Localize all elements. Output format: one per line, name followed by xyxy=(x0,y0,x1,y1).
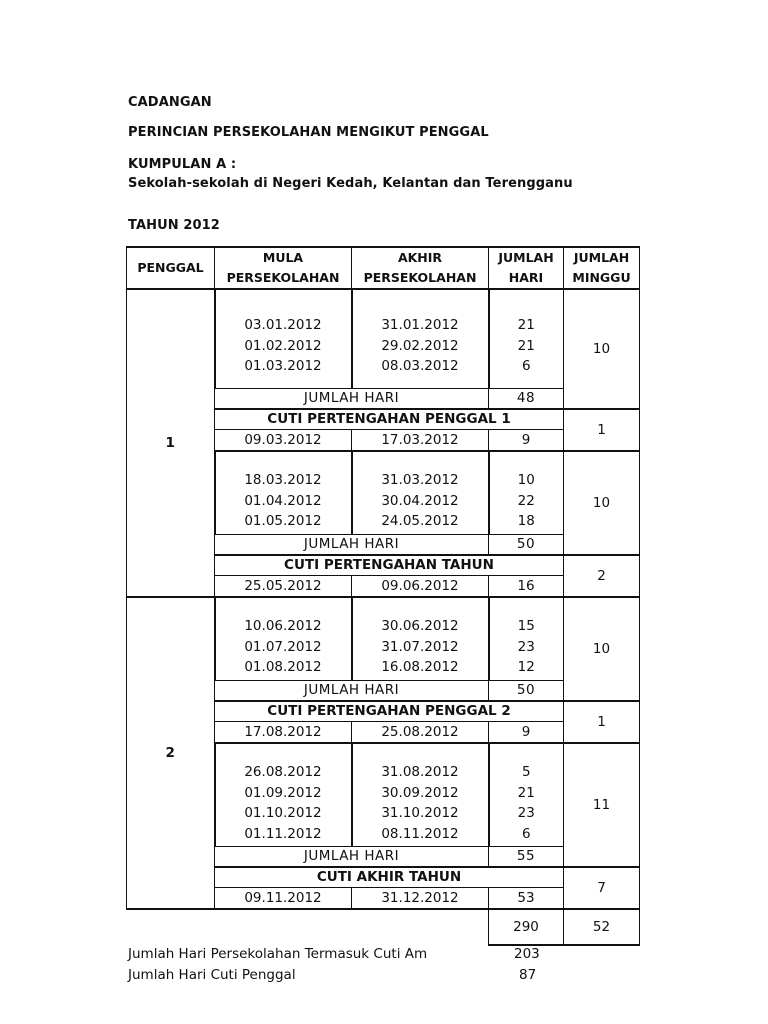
p1a-mula: 03.01.2012 01.02.2012 01.03.2012 xyxy=(215,289,352,389)
col-header-jumlah-minggu: JUMLAH MINGGU xyxy=(564,247,640,289)
p2b-jumlah-value: 55 xyxy=(489,847,564,868)
totals-row xyxy=(127,909,640,945)
p2-cuti2-akhir: 31.12.2012 xyxy=(352,888,489,910)
p1b-mula: 18.03.2012 01.04.2012 01.05.2012 xyxy=(215,451,352,535)
p1-cuti2-minggu: 2 xyxy=(564,555,640,597)
p2-cuti2-minggu: 7 xyxy=(564,867,640,909)
col-header-akhir: AKHIR PERSEKOLAHAN xyxy=(352,247,489,289)
p1b-hari: 10 22 18 xyxy=(489,451,564,535)
p2b-mula: 26.08.2012 01.09.2012 01.10.2012 01.11.2012 xyxy=(215,743,352,847)
p1-cuti2-title: CUTI PERTENGAHAN TAHUN xyxy=(215,555,564,576)
p2b-minggu: 11 xyxy=(564,743,640,867)
footer-label-2: Jumlah Hari Cuti Penggal xyxy=(128,967,296,983)
col-header-mula: MULA PERSEKOLAHAN xyxy=(215,247,352,289)
p2a-mula: 10.06.2012 01.07.2012 01.08.2012 xyxy=(215,597,352,681)
p1b-jumlah-value: 50 xyxy=(489,535,564,556)
p2a-minggu: 10 xyxy=(564,597,640,701)
col-header-penggal: PENGGAL xyxy=(127,247,215,289)
p2a-jumlah-value: 50 xyxy=(489,681,564,702)
p1-cuti1-title: CUTI PERTENGAHAN PENGGAL 1 xyxy=(215,409,564,430)
table-row xyxy=(127,289,640,389)
footer-value-1: 203 xyxy=(514,946,540,962)
p1-cuti1-akhir: 17.03.2012 xyxy=(352,430,489,452)
p1a-hari: 21 21 6 xyxy=(489,289,564,389)
p2-cuti2-hari: 53 xyxy=(489,888,564,910)
footer-value-2: 87 xyxy=(519,967,537,983)
p1-cuti1-hari: 9 xyxy=(489,430,564,452)
p1-cuti2-hari: 16 xyxy=(489,576,564,598)
total-hari: 290 xyxy=(489,909,564,945)
p2-cuti2-title: CUTI AKHIR TAHUN xyxy=(215,867,564,888)
p1-cuti2-akhir: 09.06.2012 xyxy=(352,576,489,598)
p1a-jumlah-label: JUMLAH HARI xyxy=(215,389,489,410)
table-header-row xyxy=(127,247,640,289)
p2-cuti1-minggu: 1 xyxy=(564,701,640,743)
p2a-hari: 15 23 12 xyxy=(489,597,564,681)
p1-cuti1-mula: 09.03.2012 xyxy=(215,430,352,452)
doc-label-cadangan: CADANGAN xyxy=(128,95,212,110)
penggal-1-cell: 1 xyxy=(127,289,215,597)
footer-label-1: Jumlah Hari Persekolahan Termasuk Cuti Am xyxy=(128,946,428,962)
total-minggu: 52 xyxy=(564,909,640,945)
p2-cuti1-title: CUTI PERTENGAHAN PENGGAL 2 xyxy=(215,701,564,722)
p1a-jumlah-value: 48 xyxy=(489,389,564,410)
p1b-jumlah-label: JUMLAH HARI xyxy=(215,535,489,556)
p1b-akhir: 31.03.2012 30.04.2012 24.05.2012 xyxy=(352,451,489,535)
p2-cuti1-akhir: 25.08.2012 xyxy=(352,722,489,744)
p1b-minggu: 10 xyxy=(564,451,640,555)
group-label: KUMPULAN A : xyxy=(128,157,237,172)
p2b-hari: 5 21 23 6 xyxy=(489,743,564,847)
year-heading: TAHUN 2012 xyxy=(128,218,220,233)
table-row xyxy=(127,597,640,681)
p2b-akhir: 31.08.2012 30.09.2012 31.10.2012 08.11.2012 xyxy=(352,743,489,847)
p2-cuti2-mula: 09.11.2012 xyxy=(215,888,352,910)
p1a-akhir: 31.01.2012 29.02.2012 08.03.2012 xyxy=(352,289,489,389)
p2b-jumlah-label: JUMLAH HARI xyxy=(215,847,489,868)
p2-cuti1-hari: 9 xyxy=(489,722,564,744)
doc-title: PERINCIAN PERSEKOLAHAN MENGIKUT PENGGAL xyxy=(128,125,489,140)
p2-cuti1-mula: 17.08.2012 xyxy=(215,722,352,744)
penggal-2-cell: 2 xyxy=(127,597,215,909)
p1-cuti2-mula: 25.05.2012 xyxy=(215,576,352,598)
p1a-minggu: 10 xyxy=(564,289,640,409)
p1-cuti1-minggu: 1 xyxy=(564,409,640,451)
col-header-jumlah-hari: JUMLAH HARI xyxy=(489,247,564,289)
schedule-table xyxy=(126,246,640,946)
p2a-jumlah-label: JUMLAH HARI xyxy=(215,681,489,702)
group-description: Sekolah-sekolah di Negeri Kedah, Kelantan dan Terengganu xyxy=(128,176,573,191)
p2a-akhir: 30.06.2012 31.07.2012 16.08.2012 xyxy=(352,597,489,681)
